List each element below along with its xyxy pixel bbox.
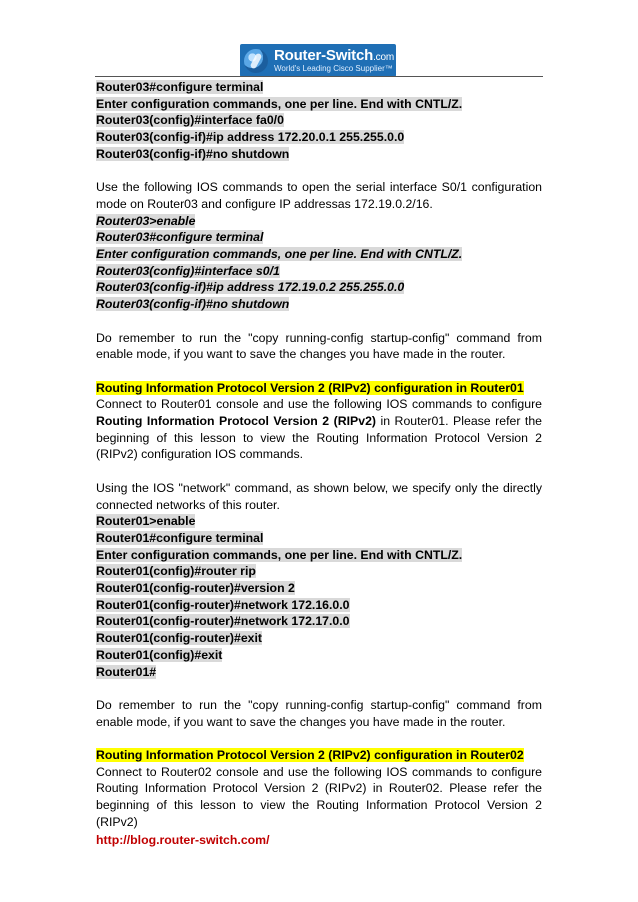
command-line — [96, 597, 542, 614]
command-text: Router03#configure terminal — [96, 230, 264, 245]
command-line — [96, 530, 542, 547]
command-line — [96, 580, 542, 597]
footer-url[interactable]: http://blog.router-switch.com/ — [96, 833, 270, 847]
command-text: Enter configuration commands, one per line. End with CNTL/Z. — [96, 96, 463, 111]
header-rule — [95, 76, 543, 77]
command-text: Router01(config)#exit — [96, 647, 223, 662]
command-line — [96, 263, 542, 280]
command-line — [96, 547, 542, 564]
logo-title — [274, 48, 394, 63]
command-line — [96, 513, 542, 530]
site-logo — [240, 44, 396, 77]
paragraph-router02-intro: Connect to Router02 console and use the following IOS commands to configure Routing Information Protocol Version 2 (RIPv2) in Router02. Please refer the beginning of this lesson to view the Routing Information Protocol Version 2 (RIPv2) — [96, 764, 542, 829]
command-line — [96, 563, 542, 580]
command-line — [96, 664, 542, 681]
command-text: Router03#configure terminal — [96, 80, 264, 94]
spacer — [96, 680, 542, 697]
command-line — [96, 213, 542, 230]
command-line — [96, 229, 542, 246]
command-text: Router01(config-router)#exit — [96, 631, 263, 646]
command-line — [96, 630, 542, 647]
section-heading-router01 — [96, 380, 542, 397]
command-text: Router01(config-router)#network 172.17.0.0 — [96, 614, 350, 629]
command-block-router01-rip — [96, 513, 542, 680]
router-switch-logo-icon — [244, 49, 268, 73]
command-text: Router03(config-if)#no shutdown — [96, 297, 290, 312]
command-text: Router01(config-router)#version 2 — [96, 581, 295, 596]
command-text: Router03(config)#interface s0/1 — [96, 263, 280, 278]
paragraph-router01-intro — [96, 396, 542, 463]
command-line — [96, 146, 542, 163]
command-text: Router03>enable — [96, 213, 196, 228]
command-text: Router01>enable — [96, 514, 196, 529]
paragraph-serial-intro: Use the following IOS commands to open the serial interface S0/1 configuration mode on Router03 and configure IP addressas 172.19.0.2/16. — [96, 180, 542, 211]
spacer — [96, 363, 542, 380]
document-body — [96, 79, 542, 831]
section-heading-text: Routing Information Protocol Version 2 (RIPv2) configuration in Router01 — [96, 380, 524, 395]
command-text: Router01(config)#router rip — [96, 564, 256, 579]
paragraph-text: in Router01. Please refer the beginning of this lesson to view the Routing Information Protocol Version 2 (RIPv2) configuration IOS commands. — [96, 414, 543, 462]
command-line — [96, 647, 542, 664]
command-text: Enter configuration commands, one per line. End with CNTL/Z. — [96, 547, 463, 562]
command-text: Router03(config)#interface fa0/0 — [96, 113, 284, 128]
command-line — [96, 112, 542, 129]
spacer — [96, 313, 542, 330]
logo-title-main: Router-Switch — [274, 47, 374, 64]
spacer — [96, 163, 542, 180]
logo-title-suffix: .com — [373, 52, 394, 63]
paragraph-save-reminder: Do remember to run the "copy running-config startup-config" command from enable mode, if you want to save the changes you have made in the router. — [96, 697, 542, 729]
command-text: Router01(config-router)#network 172.16.0.0 — [96, 597, 350, 612]
logo-text — [274, 48, 394, 73]
spacer — [96, 730, 542, 747]
command-line — [96, 129, 542, 146]
section-heading-text: Routing Information Protocol Version 2 (RIPv2) configuration in Router02 — [96, 748, 524, 763]
command-line — [96, 246, 542, 263]
section-heading-router02 — [96, 747, 542, 764]
command-block-router03-s01 — [96, 213, 542, 313]
paragraph-network-command: Using the IOS "network" command, as shown below, we specify only the directly connected networks of this router. — [96, 480, 542, 512]
command-text: Router03(config-if)#ip address 172.20.0.1 255.255.0.0 — [96, 130, 405, 145]
command-text: Enter configuration commands, one per line. End with CNTL/Z. — [96, 247, 463, 262]
command-line — [96, 96, 542, 113]
paragraph-save-reminder: Do remember to run the "copy running-config startup-config" command from enable mode, if you want to save the changes you have made in the router. — [96, 330, 542, 362]
command-text: Router01# — [96, 664, 157, 679]
paragraph-bold-text: Routing Information Protocol Version 2 (RIPv2) — [96, 414, 377, 429]
command-line — [96, 79, 542, 96]
command-line — [96, 279, 542, 296]
command-text: Router01#configure terminal — [96, 530, 264, 545]
spacer — [96, 463, 542, 480]
logo-subtitle: World's Leading Cisco Supplier™ — [274, 64, 393, 73]
command-line — [96, 613, 542, 630]
paragraph-text: Connect to Router01 console and use the following IOS commands to configure — [96, 397, 542, 412]
command-line — [96, 296, 542, 313]
command-text: Router03(config-if)#no shutdown — [96, 146, 290, 161]
command-text: Router03(config-if)#ip address 172.19.0.2 255.255.0.0 — [96, 280, 405, 295]
command-block-router03-fa0 — [96, 79, 542, 163]
